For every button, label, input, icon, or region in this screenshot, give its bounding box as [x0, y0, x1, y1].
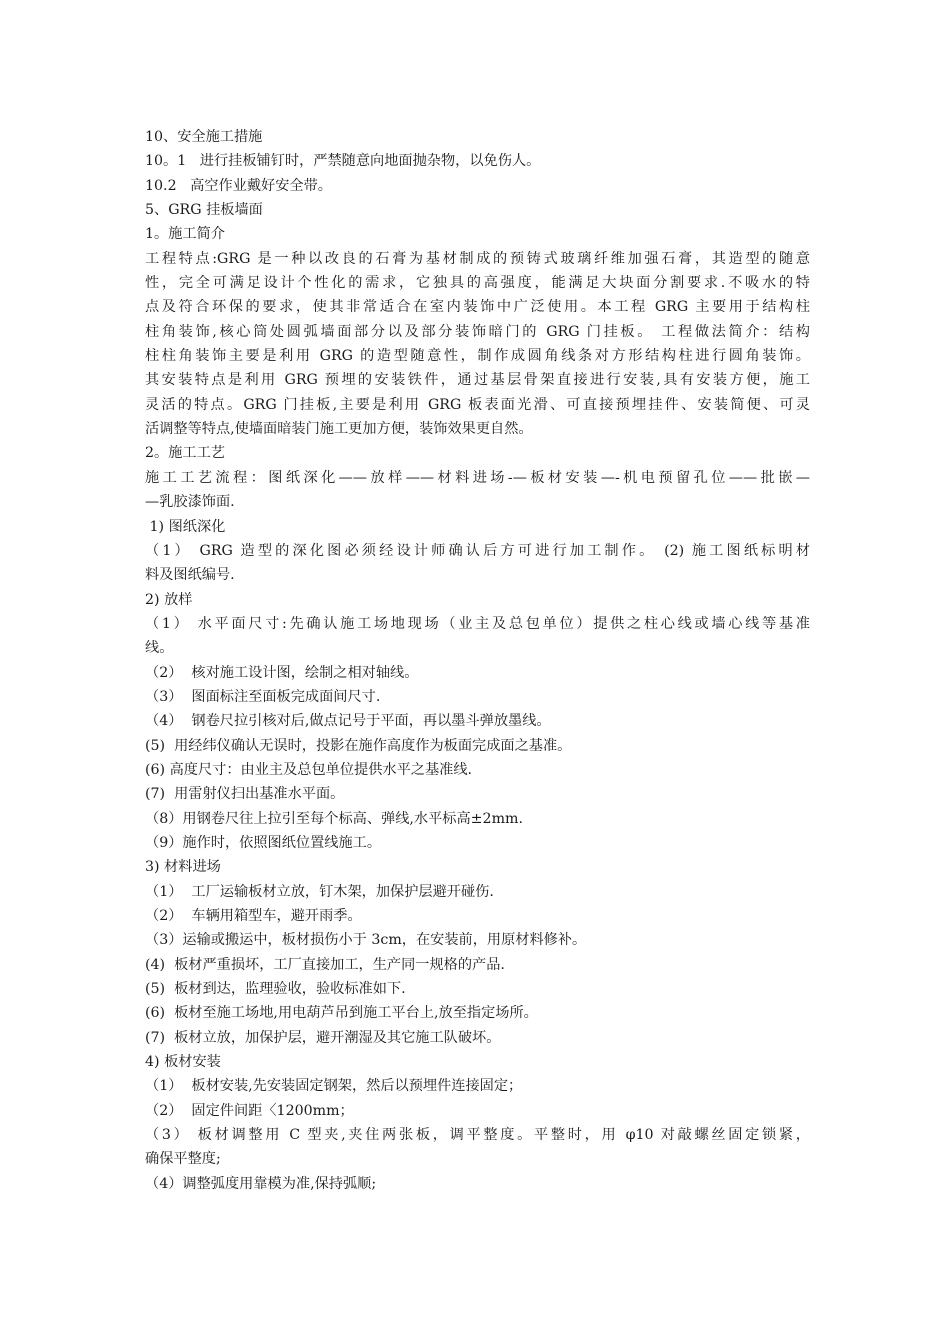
- text-line: 10。1 进行挂板铺钉时，严禁随意向地面抛杂物，以免伤人。: [145, 153, 541, 170]
- list-item: （2） 核对施工设计图，绘制之相对轴线。: [145, 664, 419, 681]
- paragraph-line: 工程特点:GRG 是一种以改良的石膏为基材制成的预铸式玻璃纤维加强石膏，其造型的随意: [145, 250, 810, 267]
- item-heading: 2) 放样: [145, 591, 193, 608]
- paragraph-line: 点及符合环保的要求，使其非常适合在室内装饰中广泛使用。本工程 GRG 主要用于结构柱: [145, 299, 810, 316]
- paragraph-line: 活调整等特点,使墙面暗装门施工更加方便，装饰效果更自然。: [145, 421, 533, 438]
- list-item: (7) 板材立放，加保护层，避开潮湿及其它施工队破坏。: [145, 1029, 501, 1046]
- text-line: 10.2 高空作业戴好安全带。: [145, 177, 332, 194]
- list-item: （9）施作时，依照图纸位置线施工。: [145, 834, 382, 851]
- paragraph-line: —乳胶漆饰面.: [145, 494, 235, 511]
- list-item: （4） 钢卷尺拉引核对后,做点记号于平面，再以墨斗弹放墨线。: [145, 713, 551, 730]
- item-heading: 1) 图纸深化: [145, 518, 226, 535]
- list-item: （3） 图面标注至面板完成面间尺寸.: [145, 688, 381, 705]
- list-item: （8）用钢卷尺往上拉引至每个标高、弹线,水平标高±2mm.: [145, 810, 523, 827]
- paragraph-line: 灵活的特点。GRG 门挂板,主要是利用 GRG 板表面光滑、可直接预埋挂件、安装简便、可灵: [145, 396, 810, 413]
- paragraph-line: 施工工艺流程：图纸深化——放样——材料进场-—板材安装—-机电预留孔位——批嵌—: [145, 469, 810, 486]
- list-item: （1） 水平面尺寸:先确认施工场地现场（业主及总包单位）提供之柱心线或墙心线等基准: [145, 615, 810, 632]
- list-item: (6) 板材至施工场地,用电葫芦吊到施工平台上,放至指定场所。: [145, 1005, 538, 1022]
- paragraph-line: 柱角装饰,核心筒处圆弧墙面部分以及部分装饰暗门的 GRG 门挂板。 工程做法简介：结构: [145, 323, 810, 340]
- list-item: （1） 板材安装,先安装固定钢架，然后以预埋件连接固定；: [145, 1078, 523, 1095]
- list-item: （1） 工厂运输板材立放，钉木架，加保护层避开碰伤.: [145, 883, 494, 900]
- list-item: （3） 板材调整用 C 型夹,夹住两张板，调平整度。平整时，用 φ10 对敲螺丝固定锁紧，: [145, 1127, 810, 1144]
- document-body: [145, 125, 810, 1196]
- item-heading: 4) 板材安装: [145, 1054, 221, 1071]
- list-item: (5) 用经纬仪确认无误时，投影在施作高度作为板面完成面之基准。: [145, 737, 572, 754]
- item-heading: 3) 材料进场: [145, 859, 221, 876]
- list-item: (6) 高度尺寸：由业主及总包单位提供水平之基准线.: [145, 761, 473, 778]
- list-item: 线。: [145, 640, 174, 657]
- list-item: (7) 用雷射仪扫出基准水平面。: [145, 786, 345, 803]
- list-item: （4）调整弧度用靠模为准,保持弧顺;: [145, 1175, 377, 1192]
- list-item: (5) 板材到达，监理验收，验收标准如下.: [145, 981, 406, 998]
- paragraph-line: 柱柱角装饰主要是利用 GRG 的造型随意性，制作成圆角线条对方形结构柱进行圆角装饰。: [145, 348, 810, 365]
- section-heading: 10、安全施工措施: [145, 129, 263, 145]
- list-item: （3）运输或搬运中，板材损伤小于 3cm，在安装前，用原材料修补。: [145, 932, 587, 949]
- subsection-heading: 1。施工简介: [145, 226, 225, 243]
- paragraph-line: 其安装特点是利用 GRG 预埋的安装铁件，通过基层骨架直接进行安装,具有安装方便，施工: [145, 372, 810, 389]
- section-heading: 5、GRG 挂板墙面: [145, 202, 263, 219]
- list-item: 料及图纸编号.: [145, 567, 235, 584]
- list-item: (4) 板材严重损坏，工厂直接加工，生产同一规格的产品.: [145, 956, 505, 973]
- subsection-heading: 2。施工工艺: [145, 445, 225, 462]
- list-item: （2） 车辆用箱型车，避开雨季。: [145, 908, 362, 924]
- list-item: （2） 固定件间距〈1200mm；: [145, 1102, 354, 1119]
- list-item: （1） GRG 造型的深化图必须经设计师确认后方可进行加工制作。 (2) 施工图纸标明材: [145, 542, 810, 559]
- list-item: 确保平整度;: [145, 1151, 221, 1168]
- paragraph-line: 性，完全可满足设计个性化的需求，它独具的高强度，能满足大块面分割要求.不吸水的特: [145, 275, 810, 292]
